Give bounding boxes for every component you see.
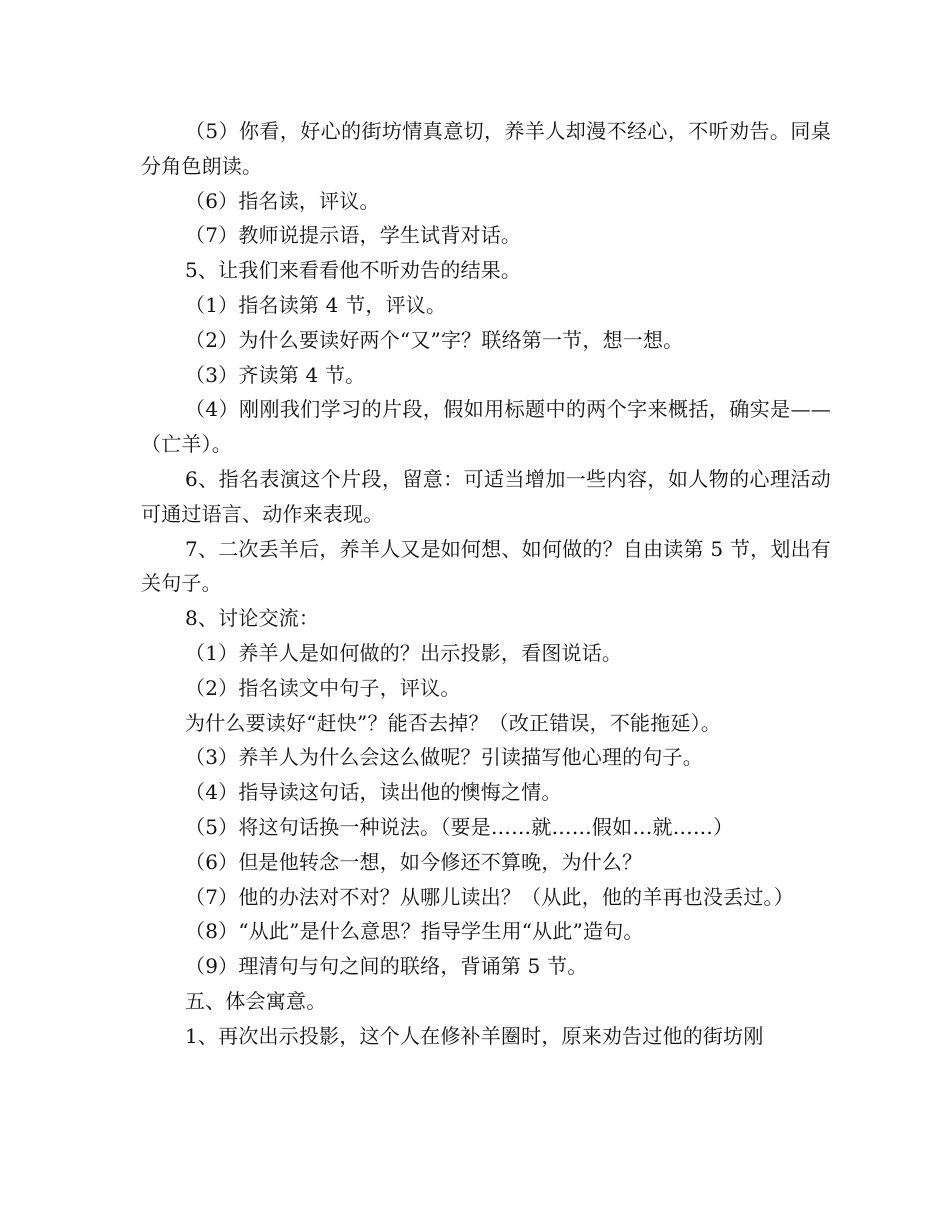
- paragraph-step-8: 8、讨论交流：: [185, 606, 320, 631]
- paragraph-step-8-9: （9）理清句与句之间的联络，背诵第 5 节。: [185, 954, 588, 979]
- paragraph-step-8-5: （5）将这句话换一种说法。（要是……就……假如…就……）: [185, 814, 734, 839]
- paragraph-section-5-step-1: 1、再次出示投影，这个人在修补羊圈时，原来劝告过他的街坊刚: [185, 1023, 764, 1048]
- paragraph-step-4-5: （5）你看，好心的街坊情真意切，养羊人却漫不经心，不听劝告。同桌分角色朗读。: [141, 119, 831, 178]
- paragraph-step-5-2: （2）为什么要读好两个“又”字？联络第一节，想一想。: [185, 327, 684, 352]
- paragraph-step-8-6: （6）但是他转念一想，如今修还不算晚，为什么？: [185, 849, 643, 874]
- paragraph-step-4-7: （7）教师说提示语，学生试背对话。: [185, 223, 522, 248]
- paragraph-step-6: 6、指名表演这个片段，留意：可适当增加一些内容，如人物的心理活动可通过语言、动作来表现。: [141, 466, 831, 526]
- paragraph-step-8-8: （8）“从此”是什么意思？指导学生用“从此”造句。: [185, 919, 644, 944]
- paragraph-step-8-2: （2）指名读文中句子，评议。: [185, 675, 461, 700]
- paragraph-step-5-4: （4）刚刚我们学习的片段，假如用标题中的两个字来概括，确实是——（亡羊）。: [141, 397, 831, 457]
- paragraph-step-8-1: （1）养羊人是如何做的？出示投影，看图说话。: [185, 640, 623, 665]
- paragraph-step-7: 7、二次丢羊后，养羊人又是如何想、如何做的？自由读第 5 节，划出有关句子。: [141, 536, 831, 596]
- paragraph-step-5: 5、让我们来看看他不听劝告的结果。: [185, 258, 522, 283]
- paragraph-step-8-7: （7）他的办法对不对？从哪儿读出？（从此，他的羊再也没丢过。）: [185, 884, 794, 909]
- document-body: [141, 114, 831, 1054]
- paragraph-step-5-3: （3）齐读第 4 节。: [185, 362, 366, 387]
- paragraph-step-8-4: （4）指导读这句话，读出他的懊悔之情。: [185, 780, 562, 805]
- paragraph-step-5-1: （1）指名读第 4 节，评议。: [185, 292, 447, 317]
- paragraph-step-8-3: （3）养羊人为什么会这么做呢？引读描写他心理的句子。: [185, 745, 703, 770]
- paragraph-step-4-6: （6）指名读，评议。: [185, 188, 380, 213]
- section-heading-5: 五、体会寓意。: [185, 988, 327, 1013]
- paragraph-step-8-2-question: 为什么要读好“赶快”？能否去掉？（改正错误，不能拖延）。: [185, 710, 722, 735]
